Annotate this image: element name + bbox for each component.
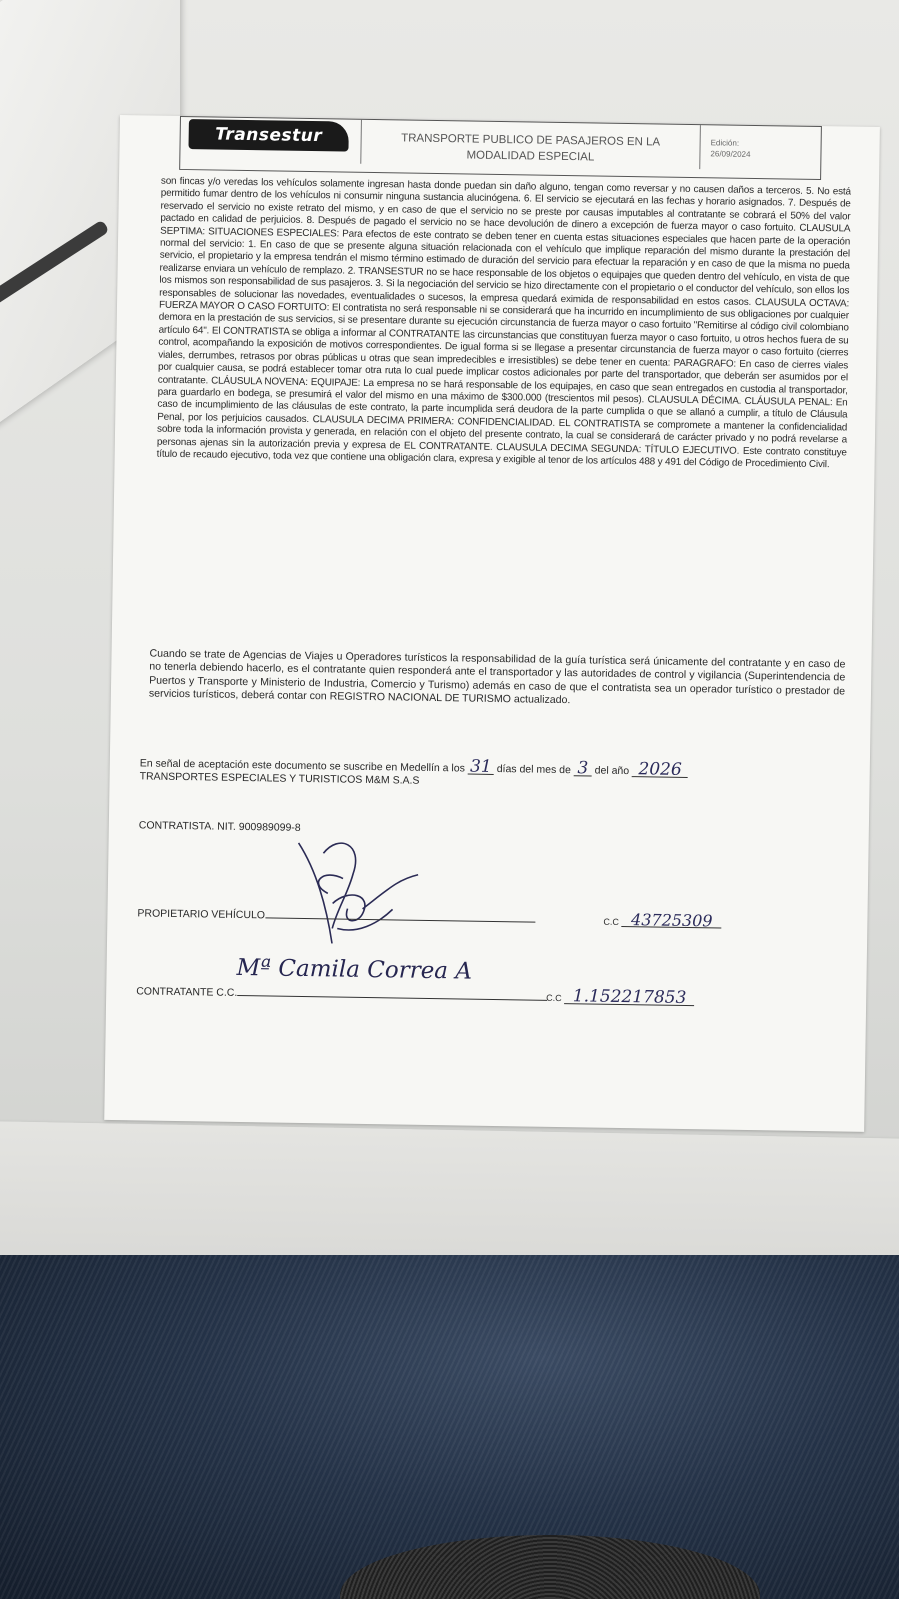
- contratante-signature: Mª Camila Correa A: [236, 954, 473, 985]
- owner-row: [137, 905, 535, 926]
- company-name: TRANSPORTES ESPECIALES Y TURISTICOS M&M S.A.S: [139, 770, 420, 787]
- acceptance-month: 3: [574, 762, 592, 776]
- edition-box: [710, 137, 750, 160]
- acceptance-year: 2026: [632, 763, 688, 778]
- transestur-logo: Transestur: [188, 119, 348, 152]
- contratante-cc-number: 1.152217853: [565, 990, 695, 1006]
- acceptance-prefix: En señal de aceptación este documento se suscribe en Medellín a los: [139, 757, 465, 775]
- contratante-sign-line: [237, 985, 547, 1001]
- acceptance-mid1: días del mes de: [496, 762, 571, 777]
- document-header: [179, 116, 822, 180]
- contratante-row: [136, 983, 547, 1004]
- edition-date: 26/09/2024: [710, 149, 751, 159]
- acceptance-mid2: del año: [594, 764, 630, 778]
- header-title-line1: TRANSPORTE PUBLICO DE PASAJEROS EN LA: [401, 132, 661, 149]
- owner-signature-strokes: [297, 842, 419, 944]
- contratante-label: CONTRATANTE C.C.: [136, 985, 238, 999]
- clauses-paragraph: son fincas y/o veredas los vehículos solamente ingresan hasta donde puedan sin daño alguno, tengan como reversar y no causen daños a terceros. 5. No está permitido fumar dentro de los vehículos ni consumir ninguna sustancia alucinógena. 6. El servicio se ejecutará en las fechas y horario asignados. 7. Después de reservado el servicio no existe retrato del mismo, y en caso de que el servicio no se preste por causas imputables al contratante se cobrará el 50% del valor pactado en calidad de perjuicios. 8. Después de pagado el servicio no se hace devolución de dinero a excepción de fuerza mayor o caso fortuito. CLAUSULA SEPTIMA: SITUACIONES ESPECIALES: Para efectos de este contrato se deben tener en cuenta estas situaciones especiales que hacen parte de la operación normal del servicio: 1. En caso de que se presente alguna situación relacionada con el vehículo que implique reparación del mismo durante la prestación del servicio, el propietario y la empresa tendrán el mismo término estimado de duración del servicio para efectuar la reparación y en caso de que la misma no pueda realizarse enviara un vehículo de remplazo. 2. TRANSESTUR no se hace responsable de los objetos o equipajes que queden dentro del vehículo, en vista de que los mismos son responsabilidad de sus pasajeros. 3. Si la negociación del servicio se hizo directamente con el propietario o el conductor del vehículo, son ellos los responsables de solucionar las novedades, eventualidades o sucesos, la empresa quedará eximida de responsabilidad en estos casos. CLAUSULA OCTAVA: FUERZA MAYOR O CASO FORTUITO: El contratista no será responsable ni se considerará que ha incurrido en incumplimiento de sus obligaciones por cualquier demora en la prestación de sus servicios, si se presentare durante su ejecución circunstancia de fuerza mayor o caso fortuito "Remitirse al código civil colombiano artículo 64". El CONTRATISTA se obliga a informar al CONTRATANTE las circunstancias que constituyan fuerza mayor o caso fortuito, u otros hechos fuera de su control, acompañando la exposición de motivos correspondientes. De igual forma si se llegase a presentar circunstancia de fuerza mayor o caso fortuito (cierres viales, derrumbes, retrasos por obras públicas u otras que sean impredecibles e irresistibles) se debe tener en cuenta: PARAGRAFO: En caso de cierres viales por cualquier causa, se podrá establecer tomar otra ruta lo cual puede implicar costos adicionales por parte del transportador, que deberán ser asumidos por el contratante. CLÁUSULA NOVENA: EQUIPAJE: La empresa no se hará responsable de los equipajes, en caso que sean entregados en custodia al transportador, para guardarlo en bodega, se presumirá el valor del mismo en una máximo de $300.000 (trescientos mil pesos). CLAUSULA DÉCIMA. CLÁUSULA PENAL: En caso de incumplimiento de las cláusulas de este contrato, la parte incumplida será deudora de la parte cumplida o que se allanó a cumplir, a título de Cláusula Penal, por los perjuicios causados. CLAUSULA DECIMA PRIMERA: CONFIDENCIALIDAD. EL CONTRATISTA se compromete a mantener la confidencialidad sobre toda la información provista y generada, en relación con el objeto del presente contrato, la cual se considerará de carácter privado y no podrá revelarse a personas ajenas sin la autorización previa y expresa de EL CONTRATANTE. CLAUSULA DECIMA SEGUNDA: TÍTULO EJECUTIVO. Este contrato constituye título de recaudo ejecutivo, toda vez que contiene una obligación clara, expresa y exigible al tenor de los artículos 488 y 491 del Código de Procedimiento Civil.: [156, 175, 851, 471]
- owner-label: PROPIETARIO VEHÍCULO: [137, 907, 266, 922]
- owner-signature: [277, 833, 439, 965]
- header-title-line2: MODALIDAD ESPECIAL: [466, 149, 595, 164]
- owner-cc-row: [603, 910, 722, 931]
- agencies-paragraph: Cuando se trate de Agencias de Viajes u Operadores turísticos la responsabilidad de la guía turística será únicamente del contratante y en caso de no tenerla debiendo hacerlo, es el contratante quien responderá ante el transportador y las autoridades de control y vigilancia (Superintendencia de Puertos y Transporte y Ministerio de Industria, Comercio y Turismo) además en caso de que el contratista sea un operador turístico o prestador de servicios turísticos, deberá contar con REGISTRO NACIONAL DE TURISMO actualizado.: [148, 647, 846, 707]
- contratante-cc-label: C.C: [546, 992, 562, 1004]
- header-title: [360, 120, 701, 169]
- edition-label: Edición:: [710, 138, 740, 148]
- owner-sign-line: [265, 907, 535, 922]
- contratante-cc-row: [546, 986, 695, 1009]
- owner-cc-number: 43725309: [622, 913, 722, 929]
- owner-cc-label: C.C: [603, 916, 619, 927]
- contract-page: [104, 115, 880, 1132]
- acceptance-day: 31: [468, 761, 494, 775]
- contract-clauses: [156, 176, 851, 480]
- contratista-nit: CONTRATISTA. NIT. 900989099-8: [138, 819, 301, 834]
